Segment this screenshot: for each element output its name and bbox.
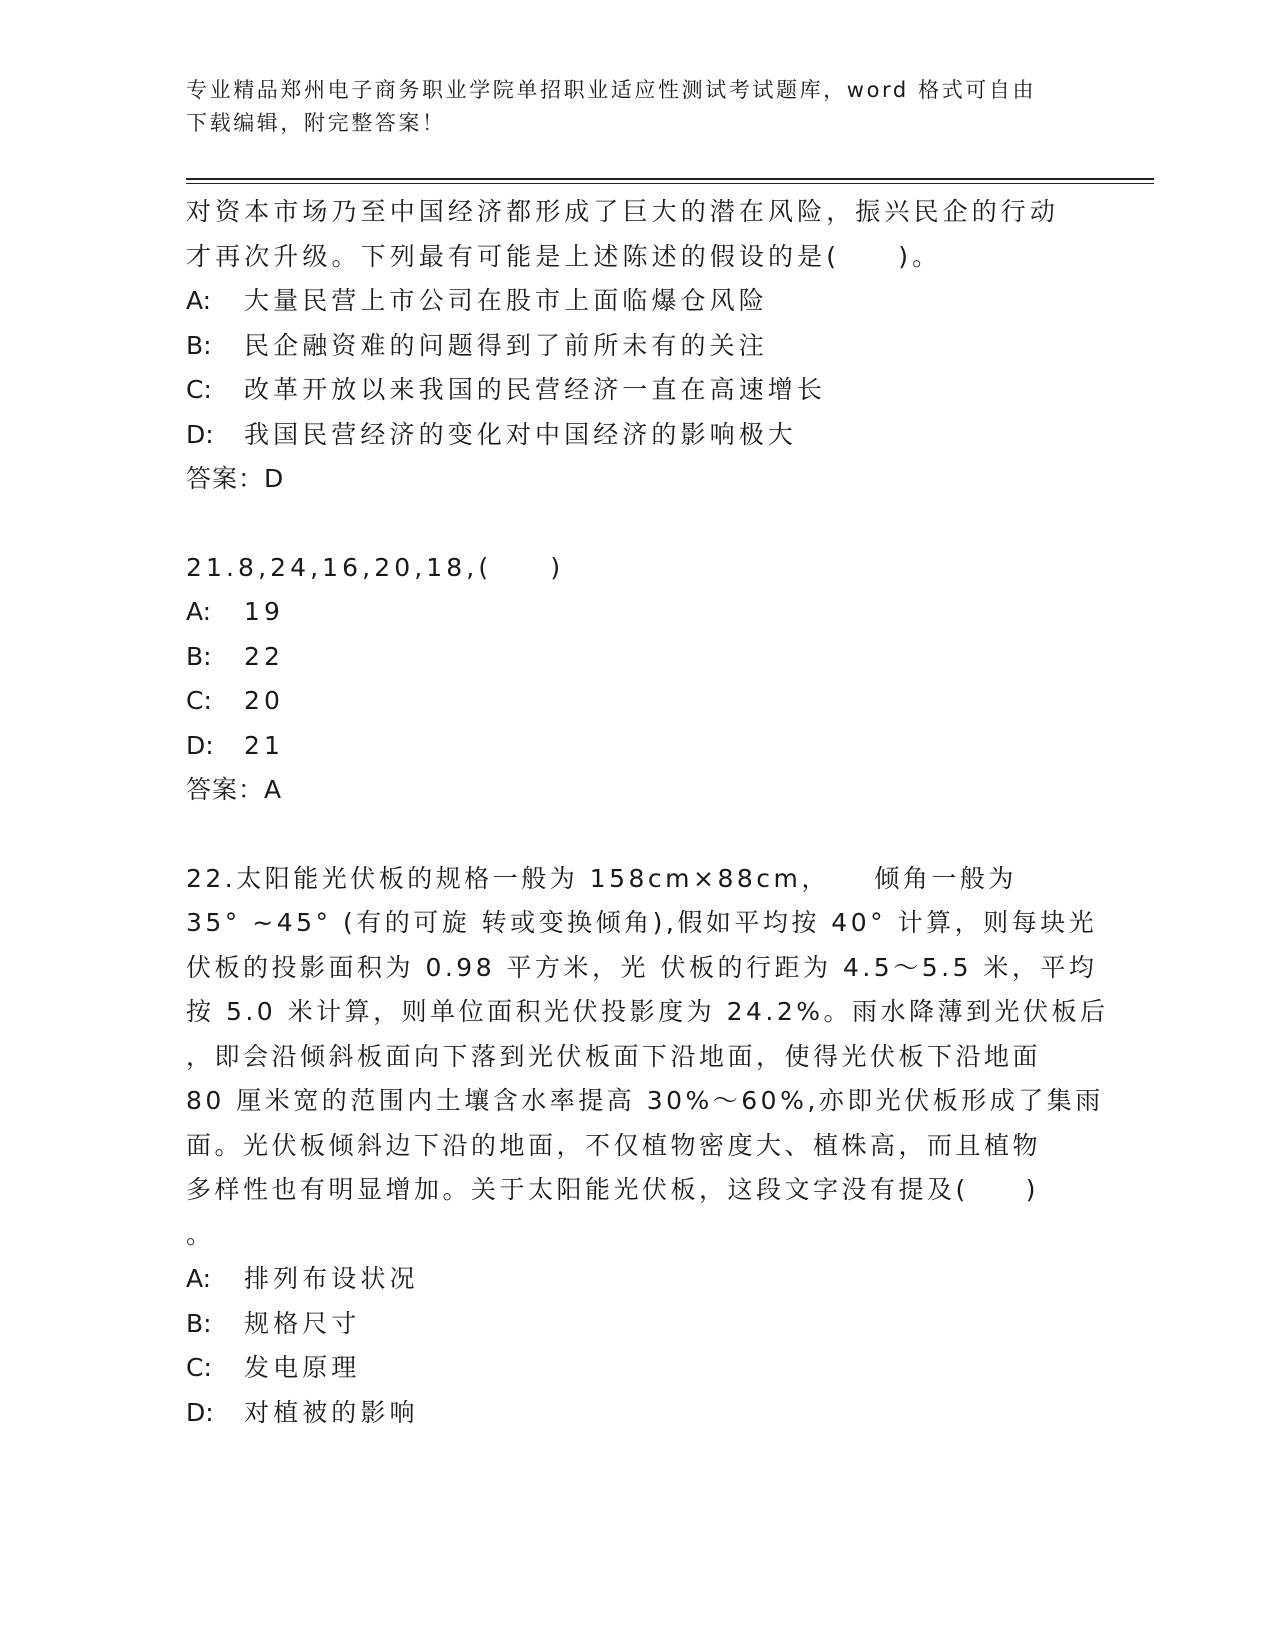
question-stem: 21.8,24,16,20,18,( ) bbox=[186, 552, 565, 582]
document-body bbox=[186, 190, 1109, 1435]
option-text: 发电原理 bbox=[244, 1353, 361, 1382]
option-text: 规格尺寸 bbox=[244, 1308, 361, 1338]
option-label: A: bbox=[186, 597, 212, 626]
option-text: 19 bbox=[244, 597, 285, 626]
question-stem-line: 多样性也有明显增加。关于太阳能光伏板，这段文字没有提及( ) bbox=[186, 1175, 1040, 1204]
option-text: 20 bbox=[244, 686, 285, 715]
header-line-1: 专业精品郑州电子商务职业学院单招职业适应性测试考试题库，word 格式可自由 bbox=[186, 78, 1037, 102]
option-d bbox=[186, 724, 1086, 769]
option-label: A: bbox=[186, 1264, 212, 1293]
option-a bbox=[186, 279, 1086, 324]
option-d bbox=[186, 1391, 1086, 1436]
question-stem-line: 。 bbox=[186, 1219, 215, 1249]
spacer bbox=[186, 502, 1086, 546]
option-a bbox=[186, 1257, 1086, 1302]
answer-line: 答案：A bbox=[186, 775, 283, 804]
question-stem-line: 80 厘米宽的范围内土壤含水率提高 30%～60%,亦即光伏板形成了集雨 bbox=[186, 1086, 1104, 1115]
option-c bbox=[186, 679, 1086, 724]
question-stem-line: 才再次升级。下列最有可能是上述陈述的假设的是( )。 bbox=[186, 241, 942, 271]
question-20 bbox=[186, 190, 1086, 502]
header-rule-thick bbox=[186, 178, 1154, 180]
option-label: C: bbox=[186, 1353, 212, 1382]
question-stem-line: ，即会沿倾斜板面向下落到光伏板面下沿地面，使得光伏板下沿地面 bbox=[186, 1041, 1042, 1071]
option-label: B: bbox=[186, 330, 212, 360]
option-b bbox=[186, 324, 1086, 369]
page-header bbox=[186, 74, 1086, 140]
header-rule-thin bbox=[186, 183, 1154, 184]
option-label: D: bbox=[186, 419, 214, 449]
question-stem-line: 面。光伏板倾斜边下沿的地面，不仅植物密度大、植株高，而且植物 bbox=[186, 1130, 1042, 1160]
option-text: 我国民营经济的变化对中国经济的影响极大 bbox=[244, 419, 797, 449]
option-label: C: bbox=[186, 375, 212, 404]
option-a bbox=[186, 590, 1086, 635]
question-22 bbox=[186, 857, 1109, 1436]
option-text: 22 bbox=[244, 641, 285, 671]
option-b bbox=[186, 635, 1086, 680]
answer-line: 答案：D bbox=[186, 464, 285, 493]
option-text: 21 bbox=[244, 730, 285, 760]
question-stem-line: 按 5.0 米计算，则单位面积光伏投影度为 24.2%。雨水降薄到光伏板后 bbox=[186, 997, 1109, 1026]
header-line-2: 下载编辑，附完整答案！ bbox=[186, 111, 446, 135]
option-label: C: bbox=[186, 686, 212, 715]
option-text: 改革开放以来我国的民营经济一直在高速增长 bbox=[244, 375, 827, 404]
option-c bbox=[186, 1346, 1086, 1391]
spacer bbox=[186, 813, 1086, 857]
option-c bbox=[186, 368, 1086, 413]
question-stem-line: 22.太阳能光伏板的规格一般为 158cm×88cm， 倾角一般为 bbox=[186, 863, 1017, 893]
option-d bbox=[186, 413, 1086, 458]
option-label: D: bbox=[186, 1397, 214, 1427]
question-stem-line: 对资本市场乃至中国经济都形成了巨大的潜在风险，振兴民企的行动 bbox=[186, 197, 1060, 226]
option-label: B: bbox=[186, 1308, 212, 1338]
option-text: 民企融资难的问题得到了前所未有的关注 bbox=[244, 330, 768, 360]
option-label: B: bbox=[186, 641, 212, 671]
option-text: 对植被的影响 bbox=[244, 1397, 419, 1427]
option-label: A: bbox=[186, 286, 212, 315]
question-stem-line: 35° ~45° (有的可旋 转或变换倾角),假如平均按 40° 计算，则每块光 bbox=[186, 908, 1098, 937]
option-text: 大量民营上市公司在股市上面临爆仓风险 bbox=[244, 286, 768, 315]
question-stem-line: 伏板的投影面积为 0.98 平方米，光 伏板的行距为 4.5～5.5 米，平均 bbox=[186, 952, 1098, 982]
option-text: 排列布设状况 bbox=[244, 1264, 419, 1293]
option-label: D: bbox=[186, 730, 214, 760]
option-b bbox=[186, 1302, 1086, 1347]
question-21 bbox=[186, 546, 1086, 813]
